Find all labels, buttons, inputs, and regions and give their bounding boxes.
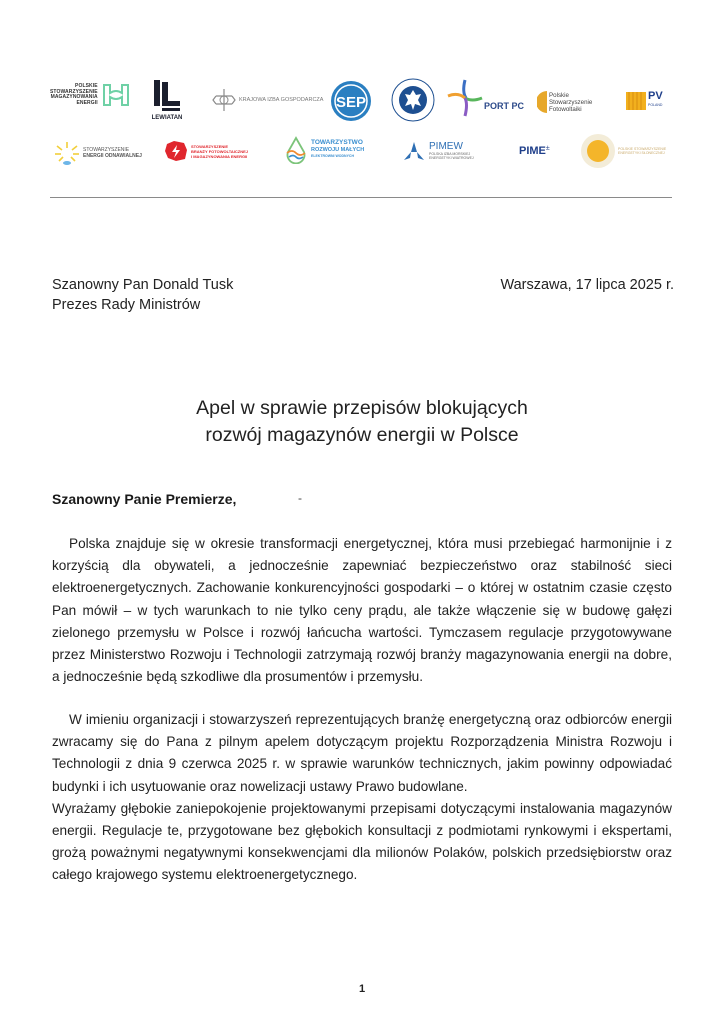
port-pc-pinwheel-icon xyxy=(446,78,484,118)
logo-text: LEWIATAN xyxy=(151,115,183,121)
logo-text: ENERGII xyxy=(76,99,98,106)
place-date: Warszawa, 17 lipca 2025 r. xyxy=(500,277,674,293)
logo-text: MAGAZYNOWANIA xyxy=(50,94,98,100)
recipient-name: Szanowny Pan Donald Tusk xyxy=(52,277,234,293)
logo-text: TOWARZYSTWO xyxy=(311,139,363,147)
logo-text: PV xyxy=(648,90,663,102)
logo-text: POLSKIE xyxy=(75,83,98,89)
logo-text: PIMEW xyxy=(429,141,463,152)
logo-text: POLSKA IZBA MORSKIEJ xyxy=(429,152,471,156)
energy-storage-icon xyxy=(101,82,131,108)
sun-half-icon xyxy=(537,90,547,114)
header-divider xyxy=(50,197,672,198)
logo-text: BRANŻY FOTOWOLTAICZNEJ xyxy=(191,148,249,154)
logo-text: ELEKTROWNI WODNYCH xyxy=(311,154,354,159)
stray-mark: - xyxy=(298,491,302,505)
pv-panel-icon xyxy=(626,92,646,110)
logo-text: PIME xyxy=(519,145,546,157)
page-number: 1 xyxy=(358,983,366,995)
poland-map-bolt-icon xyxy=(164,140,188,162)
wind-turbine-icon xyxy=(402,140,426,162)
eagle-emblem-logo xyxy=(391,78,435,122)
logo-text: STOWARZYSZENIE xyxy=(50,88,98,95)
pime-logo xyxy=(519,145,550,157)
sep-logo xyxy=(330,80,372,122)
logo-text: KRAJOWA IZBA GOSPODARCZA xyxy=(239,97,324,103)
logo-text: ENERGETYKI SŁONECZNEJ xyxy=(618,151,665,155)
pimew-logo xyxy=(402,140,474,162)
solar-association-logo xyxy=(580,133,666,169)
sep-emblem-icon xyxy=(330,80,372,122)
plus-minus-icon: ± xyxy=(545,144,550,152)
logo-text: POLAND xyxy=(648,103,663,107)
letter-title-line-2: rozwój magazynów energii w Polsce xyxy=(205,424,519,446)
water-drop-icon xyxy=(284,136,308,164)
logo-text: STOWARZYSZENIE xyxy=(83,147,130,153)
stowarzyszenie-branzy-fotowoltaicznej-logo xyxy=(164,140,248,162)
krajowa-izba-gospodarcza-logo xyxy=(212,88,323,112)
svg-text:SEP: SEP xyxy=(335,94,367,111)
port-pc-logo xyxy=(446,78,524,118)
paragraph-1-text: Polska znajduje się w okresie transformacji energetycznej, która musi przebiegać harmonijnie i z korzyścią dla obywateli, a jednocześnie zapewniać bezpieczeństwo oraz stabilność sieci elektroenergetycznych. Zachowanie konkurencyjności gospodarki – o której w ostatnim czasie często Pan mówił – w tych warunkach to nie tylko ceny prądu, ale także włączenie się w budowę gałęzi zielonego przemysłu w Polsce i rozwój łańcucha wartości. Tymczasem regulacje przygotowywane przez Ministerstwo Rozwoju i Technologii zatrzymają rozwój branży magazynowania energii na dobre, a jednocześnie będą szkodliwe dla prosumentów i przemysłu. xyxy=(52,536,672,685)
paragraph-1 xyxy=(52,533,672,688)
polskie-stowarzyszenie-magazynowania-energii-logo xyxy=(50,82,131,108)
logo-text: ROZWOJU MAŁYCH xyxy=(311,146,365,153)
logo-text: POLSKIE STOWARZYSZENIE xyxy=(618,147,667,151)
logo-text: I MAGAZYNOWANIA ENERGII xyxy=(191,153,248,159)
paragraph-2-text: W imieniu organizacji i stowarzyszeń reprezentujących branżę energetyczną oraz odbiorców energii zwracamy się do Pana z pilnym apelem dotyczącym projektu Rozporządzenia Ministra Rozwoju i Technologii z dnia 9 czerwca 2025 r. w sprawie warunków technicznych, jakim powinny odpowiadać budynki i ich usytuowanie oraz nowelizacji ustawy Prawo budowlane. xyxy=(52,712,672,794)
logo-text: STOWARZYSZENIE xyxy=(191,143,229,149)
polskie-stowarzyszenie-fotowoltaiki-logo xyxy=(537,90,592,114)
logo-text: Polskie xyxy=(549,91,569,99)
lewiatan-logo xyxy=(150,78,184,121)
eagle-emblem-icon xyxy=(391,78,435,122)
logo-text: Stowarzyszenie xyxy=(549,98,593,106)
salutation: Szanowny Panie Premierze, xyxy=(52,491,237,507)
logo-text: Fotowoltaiki xyxy=(549,105,582,113)
logo-text: PORT PC xyxy=(484,101,525,111)
letter-title-line-1: Apel w sprawie przepisów blokujących xyxy=(196,397,528,419)
sun-icon xyxy=(580,133,616,169)
paragraph-2 xyxy=(52,709,672,887)
recipient-block xyxy=(52,275,233,315)
kig-emblem-icon xyxy=(212,88,236,112)
sun-rays-icon xyxy=(54,140,80,166)
logo-text: ENERGII ODNAWIALNEJ xyxy=(83,153,142,159)
stowarzyszenie-energii-odnawialnej-logo xyxy=(54,140,142,166)
letter-title xyxy=(0,395,724,449)
recipient-title: Prezes Rady Ministrów xyxy=(52,297,201,313)
paragraph-3-text: Wyrażamy głębokie zaniepokojenie projektowanymi przepisami dotyczącymi instalowania magazynów energii. Regulacje te, przygotowane bez głębokich konsultacji z podmiotami rynkowymi i ekspertami, grożą poważnymi negatywnymi konsekwencjami dla milionów Polaków, polskich przedsiębiorstw oraz całego krajowego systemu elektroenergetycznego. xyxy=(52,800,672,883)
lewiatan-mark-icon xyxy=(150,78,184,114)
logo-text: ENERGETYKI WIATROWEJ xyxy=(429,156,474,160)
towarzystwo-rozwoju-malych-elektrowni-wodnych-logo xyxy=(284,136,364,164)
pv-poland-logo xyxy=(626,92,663,110)
